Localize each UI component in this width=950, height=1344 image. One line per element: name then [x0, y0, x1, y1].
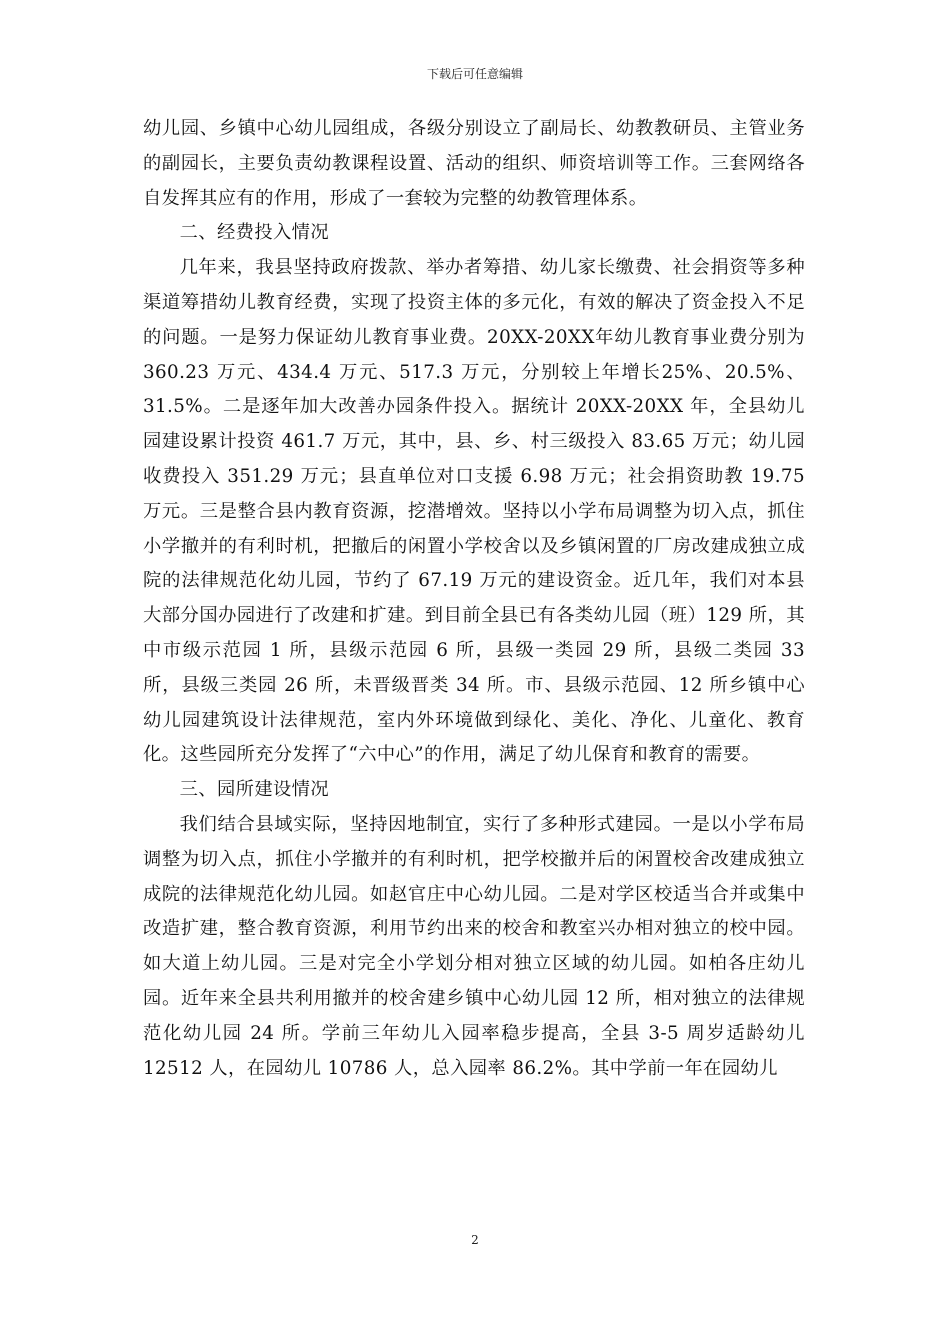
paragraph-funding: 几年来，我县坚持政府拨款、举办者筹措、幼儿家长缴费、社会捐资等多种渠道筹措幼儿教育经费，实现了投资主体的多元化，有效的解决了资金投入不足的问题。一是努力保证幼儿教育事业费。20XX-20XX年幼儿教育事业费分别为 360.23 万元、434.4 万元、517.3 万元，分别较上年增长25%、20.5%、31.5%。二是逐年加大改善办园条件投入。据统计 20XX-20XX 年，全县幼儿园建设累计投资 461.7 万元，其中，县、乡、村三级投入 83.65 万元；幼儿园收费投入 351.29 万元；县直单位对口支援 6.98 万元；社会捐资助教 19.75 万元。三是整合县内教育资源，挖潜增效。坚持以小学布局调整为切入点，抓住小学撤并的有利时机，把撤后的闲置小学校舍以及乡镇闲置的厂房改建成独立成院的法律规范化幼儿园，节约了 67.19 万元的建设资金。近几年，我们对本县大部分国办园进行了改建和扩建。到目前全县已有各类幼儿园（班）129 所，其中市级示范园 1 所，县级示范园 6 所，县级一类园 29 所，县级二类园 33 所，县级三类园 26 所，未晋级晋类 34 所。市、县级示范园、12 所乡镇中心幼儿园建筑设计法律规范，室内外环境做到绿化、美化、净化、儿童化、教育化。这些园所充分发挥了“六中心”的作用，满足了幼儿保育和教育的需要。	[143, 257, 805, 766]
document-body	[143, 112, 805, 1086]
page-header: 下载后可任意编辑	[426, 67, 523, 81]
paragraph-management-system: 幼儿园、乡镇中心幼儿园组成，各级分别设立了副局长、幼教教研员、主管业务的副园长，主要负责幼教课程设置、活动的组织、师资培训等工作。三套网络各自发挥其应有的作用，形成了一套较为完整的幼教管理体系。	[143, 118, 805, 209]
section-heading-construction: 三、园所建设情况	[179, 779, 330, 801]
section-heading-funding: 二、经费投入情况	[179, 222, 330, 244]
paragraph-construction: 我们结合县域实际，坚持因地制宜，实行了多种形式建园。一是以小学布局调整为切入点，抓住小学撤并的有利时机，把学校撤并后的闲置校舍改建成独立成院的法律规范化幼儿园。如赵官庄中心幼儿园。二是对学区校适当合并或集中改造扩建，整合教育资源，利用节约出来的校舍和教室兴办相对独立的校中园。如大道上幼儿园。三是对完全小学划分相对独立区域的幼儿园。如柏各庄幼儿园。近年来全县共利用撤并的校舍建乡镇中心幼儿园 12 所，相对独立的法律规范化幼儿园 24 所。学前三年幼儿入园率稳步提高，全县 3-5 周岁适龄幼儿 12512 人，在园幼儿 10786 人，总入园率 86.2%。其中学前一年在园幼儿	[143, 813, 805, 1079]
page-number: 2	[471, 1233, 479, 1247]
